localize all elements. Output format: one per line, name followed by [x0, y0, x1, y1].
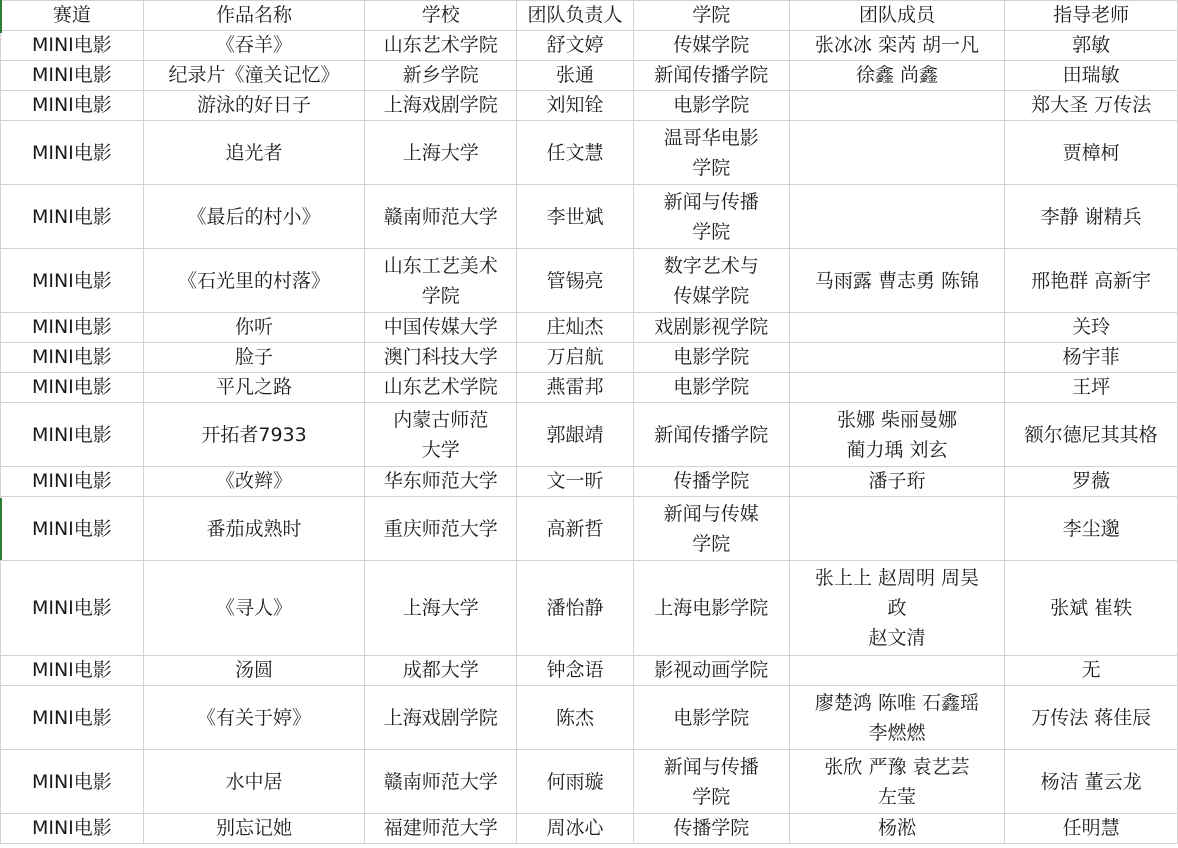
cell-team-members[interactable]: 廖楚鸿 陈唯 石鑫瑶 李燃燃: [789, 686, 1005, 750]
cell-track[interactable]: MINI电影: [1, 343, 144, 373]
cell-work-title[interactable]: 《寻人》: [143, 561, 365, 656]
cell-team-leader[interactable]: 燕雷邦: [517, 373, 634, 403]
header-cell-work-title[interactable]: 作品名称: [143, 1, 365, 31]
cell-work-title[interactable]: 开拓者7933: [143, 403, 365, 467]
cell-work-title[interactable]: 别忘记她: [143, 814, 365, 844]
table-row: [1, 313, 1178, 343]
table-row: [1, 561, 1178, 656]
table-row: [1, 373, 1178, 403]
cell-track[interactable]: MINI电影: [1, 497, 144, 561]
cell-team-members[interactable]: [789, 656, 1005, 686]
cell-advisor[interactable]: 关玲: [1005, 313, 1178, 343]
cell-team-members[interactable]: [789, 343, 1005, 373]
header-cell-advisor[interactable]: 指导老师: [1005, 1, 1178, 31]
table-row: [1, 91, 1178, 121]
cell-work-title[interactable]: 《改辫》: [143, 467, 365, 497]
cell-team-leader[interactable]: 刘知铨: [517, 91, 634, 121]
header-cell-track[interactable]: 赛道: [1, 1, 144, 31]
cell-advisor[interactable]: 郭敏: [1005, 31, 1178, 61]
table-row: [1, 249, 1178, 313]
cell-college[interactable]: 电影学院: [633, 91, 789, 121]
cell-track[interactable]: MINI电影: [1, 750, 144, 814]
cell-track[interactable]: MINI电影: [1, 656, 144, 686]
cell-team-leader[interactable]: 钟念语: [517, 656, 634, 686]
cell-team-leader[interactable]: 任文慧: [517, 121, 634, 185]
cell-team-leader[interactable]: 庄灿杰: [517, 313, 634, 343]
cell-college[interactable]: 温哥华电影 学院: [633, 121, 789, 185]
cell-advisor[interactable]: 郑大圣 万传法: [1005, 91, 1178, 121]
cell-team-leader[interactable]: 万启航: [517, 343, 634, 373]
cell-track[interactable]: MINI电影: [1, 686, 144, 750]
cell-work-title[interactable]: 游泳的好日子: [143, 91, 365, 121]
cell-track[interactable]: MINI电影: [1, 31, 144, 61]
header-cell-school[interactable]: 学校: [365, 1, 517, 31]
cell-team-leader[interactable]: 陈杰: [517, 686, 634, 750]
cell-school[interactable]: 福建师范大学: [365, 814, 517, 844]
cell-advisor[interactable]: 额尔德尼其其格: [1005, 403, 1178, 467]
cell-school[interactable]: 内蒙古师范 大学: [365, 403, 517, 467]
cell-advisor[interactable]: 万传法 蒋佳辰: [1005, 686, 1178, 750]
cell-advisor[interactable]: 李尘邈: [1005, 497, 1178, 561]
cell-college[interactable]: 新闻传播学院: [633, 61, 789, 91]
cell-team-members[interactable]: 张欣 严豫 袁艺芸 左莹: [789, 750, 1005, 814]
header-cell-team-members[interactable]: 团队成员: [789, 1, 1005, 31]
cell-track[interactable]: MINI电影: [1, 249, 144, 313]
cell-school[interactable]: 赣南师范大学: [365, 185, 517, 249]
cell-track[interactable]: MINI电影: [1, 61, 144, 91]
cell-advisor[interactable]: 罗薇: [1005, 467, 1178, 497]
selection-indicator: [0, 498, 2, 560]
cell-school[interactable]: 上海戏剧学院: [365, 686, 517, 750]
cell-school[interactable]: 赣南师范大学: [365, 750, 517, 814]
cell-college[interactable]: 传媒学院: [633, 31, 789, 61]
table-row: [1, 497, 1178, 561]
cell-work-title[interactable]: 纪录片《潼关记忆》: [143, 61, 365, 91]
cell-team-members[interactable]: [789, 373, 1005, 403]
cell-team-members[interactable]: 张上上 赵周明 周昊 政 赵文清: [789, 561, 1005, 656]
cell-school[interactable]: 新乡学院: [365, 61, 517, 91]
cell-school[interactable]: 华东师范大学: [365, 467, 517, 497]
cell-track[interactable]: MINI电影: [1, 467, 144, 497]
cell-advisor[interactable]: 杨宇菲: [1005, 343, 1178, 373]
cell-advisor[interactable]: 任明慧: [1005, 814, 1178, 844]
cell-advisor[interactable]: 李静 谢精兵: [1005, 185, 1178, 249]
cell-team-members[interactable]: 徐鑫 尚鑫: [789, 61, 1005, 91]
table-row: [1, 185, 1178, 249]
cell-track[interactable]: MINI电影: [1, 373, 144, 403]
cell-team-leader[interactable]: 郭龈靖: [517, 403, 634, 467]
cell-team-leader[interactable]: 潘怡静: [517, 561, 634, 656]
cell-track[interactable]: MINI电影: [1, 403, 144, 467]
table-row: [1, 121, 1178, 185]
cell-work-title[interactable]: 追光者: [143, 121, 365, 185]
cell-team-members[interactable]: [789, 313, 1005, 343]
table-row: [1, 61, 1178, 91]
cell-track[interactable]: MINI电影: [1, 91, 144, 121]
table-row: [1, 686, 1178, 750]
cell-school[interactable]: 山东艺术学院: [365, 31, 517, 61]
cell-team-leader[interactable]: 管锡亮: [517, 249, 634, 313]
table-row: [1, 343, 1178, 373]
cell-work-title[interactable]: 平凡之路: [143, 373, 365, 403]
cell-team-members[interactable]: 潘子珩: [789, 467, 1005, 497]
cell-advisor[interactable]: 田瑞敏: [1005, 61, 1178, 91]
table-row: [1, 656, 1178, 686]
cell-team-members[interactable]: [789, 121, 1005, 185]
table-row: [1, 750, 1178, 814]
cell-college[interactable]: 电影学院: [633, 343, 789, 373]
cell-advisor[interactable]: 无: [1005, 656, 1178, 686]
cell-team-members[interactable]: 杨淞: [789, 814, 1005, 844]
header-cell-college[interactable]: 学院: [633, 1, 789, 31]
cell-work-title[interactable]: 水中居: [143, 750, 365, 814]
cell-team-leader[interactable]: 文一昕: [517, 467, 634, 497]
cell-college[interactable]: 新闻与传媒 学院: [633, 497, 789, 561]
cell-advisor[interactable]: 邢艳群 高新宇: [1005, 249, 1178, 313]
cell-school[interactable]: 山东艺术学院: [365, 373, 517, 403]
cell-team-leader[interactable]: 李世斌: [517, 185, 634, 249]
cell-team-members[interactable]: 张冰冰 栾芮 胡一凡: [789, 31, 1005, 61]
cell-school[interactable]: 上海戏剧学院: [365, 91, 517, 121]
cell-work-title[interactable]: 《吞羊》: [143, 31, 365, 61]
cell-school[interactable]: 成都大学: [365, 656, 517, 686]
cell-team-leader[interactable]: 周冰心: [517, 814, 634, 844]
cell-college[interactable]: 新闻与传播 学院: [633, 750, 789, 814]
cell-college[interactable]: 戏剧影视学院: [633, 313, 789, 343]
cell-track[interactable]: MINI电影: [1, 121, 144, 185]
cell-college[interactable]: 传播学院: [633, 814, 789, 844]
cell-school[interactable]: 上海大学: [365, 121, 517, 185]
cell-school[interactable]: 上海大学: [365, 561, 517, 656]
header-cell-team-leader[interactable]: 团队负责人: [517, 1, 634, 31]
cell-work-title[interactable]: 《有关于婷》: [143, 686, 365, 750]
cell-track[interactable]: MINI电影: [1, 561, 144, 656]
cell-college[interactable]: 新闻传播学院: [633, 403, 789, 467]
cell-team-members[interactable]: 马雨露 曹志勇 陈锦: [789, 249, 1005, 313]
cell-advisor[interactable]: 贾樟柯: [1005, 121, 1178, 185]
cell-work-title[interactable]: 《最后的村小》: [143, 185, 365, 249]
table-row: [1, 31, 1178, 61]
cell-team-leader[interactable]: 张通: [517, 61, 634, 91]
cell-track[interactable]: MINI电影: [1, 814, 144, 844]
cell-team-members[interactable]: [789, 185, 1005, 249]
cell-team-leader[interactable]: 舒文婷: [517, 31, 634, 61]
cell-college[interactable]: 电影学院: [633, 686, 789, 750]
table-row: [1, 814, 1178, 844]
cell-school[interactable]: 澳门科技大学: [365, 343, 517, 373]
cell-track[interactable]: MINI电影: [1, 185, 144, 249]
cell-team-members[interactable]: 张娜 柴丽曼娜 蔺力瑀 刘玄: [789, 403, 1005, 467]
cell-advisor[interactable]: 杨洁 董云龙: [1005, 750, 1178, 814]
cell-school[interactable]: 重庆师范大学: [365, 497, 517, 561]
table-row: [1, 403, 1178, 467]
cell-team-members[interactable]: [789, 91, 1005, 121]
cell-advisor[interactable]: 王坪: [1005, 373, 1178, 403]
cell-track[interactable]: MINI电影: [1, 313, 144, 343]
cell-college[interactable]: 电影学院: [633, 373, 789, 403]
cell-work-title[interactable]: 番茄成熟时: [143, 497, 365, 561]
header-row: [1, 1, 1178, 31]
cell-college[interactable]: 新闻与传播 学院: [633, 185, 789, 249]
cell-team-leader[interactable]: 高新哲: [517, 497, 634, 561]
cell-college[interactable]: 数字艺术与 传媒学院: [633, 249, 789, 313]
selection-indicator: [0, 0, 2, 33]
cell-team-members[interactable]: [789, 497, 1005, 561]
cell-college[interactable]: 上海电影学院: [633, 561, 789, 656]
cell-work-title[interactable]: 《石光里的村落》: [143, 249, 365, 313]
cell-team-leader[interactable]: 何雨璇: [517, 750, 634, 814]
table-row: [1, 467, 1178, 497]
cell-advisor[interactable]: 张斌 崔轶: [1005, 561, 1178, 656]
cell-school[interactable]: 中国传媒大学: [365, 313, 517, 343]
cell-work-title[interactable]: 你听: [143, 313, 365, 343]
cell-work-title[interactable]: 脸子: [143, 343, 365, 373]
cell-work-title[interactable]: 汤圆: [143, 656, 365, 686]
cell-college[interactable]: 传播学院: [633, 467, 789, 497]
cell-college[interactable]: 影视动画学院: [633, 656, 789, 686]
cell-school[interactable]: 山东工艺美术 学院: [365, 249, 517, 313]
